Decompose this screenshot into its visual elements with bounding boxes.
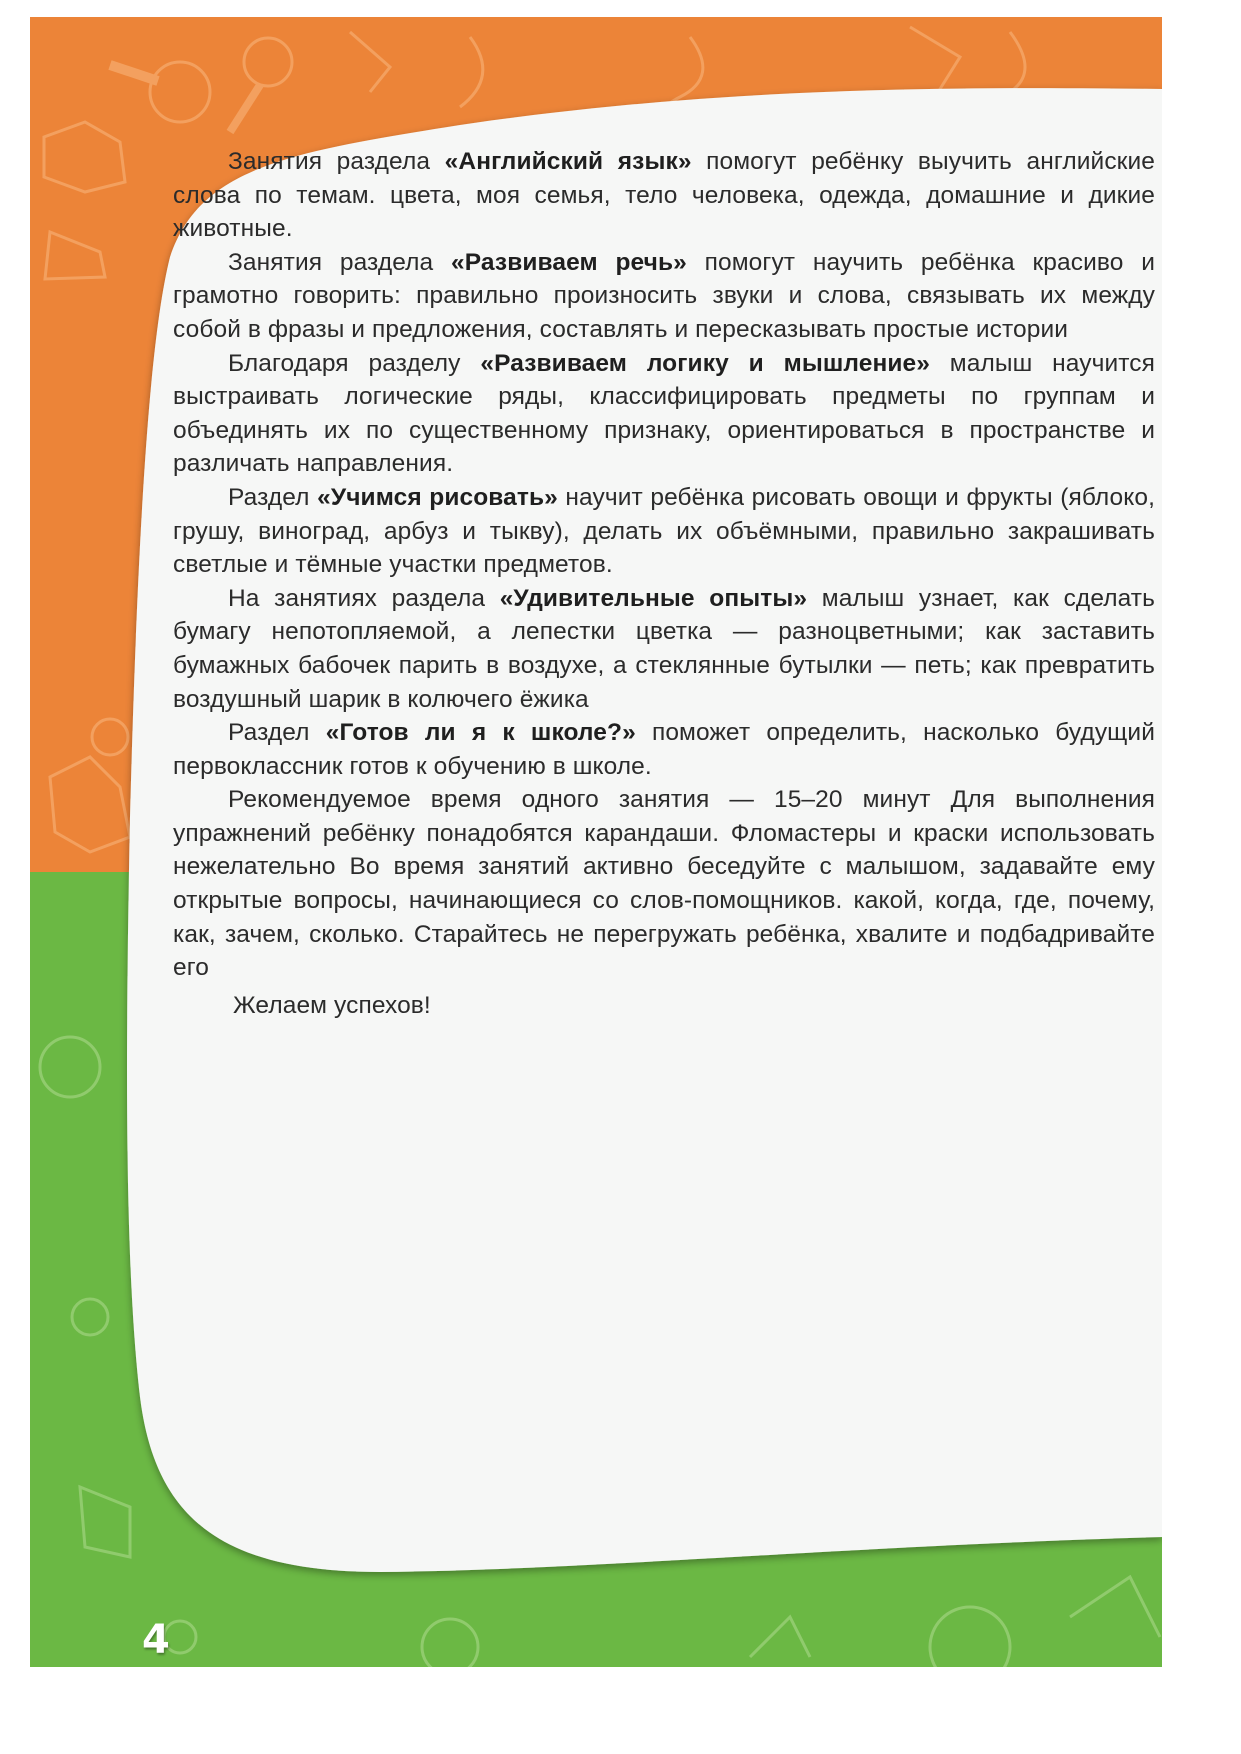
section-name-logic: «Развиваем логику и мышление»	[480, 349, 930, 377]
paragraph-recommendations: Рекомендуемое время одного занятия — 15–20 минут Для выполнения упражнений ребёнку понадобятся карандаши. Фломастеры и краски использовать нежелательно Во время занятий активно беседуйте с малышом, задавайте ему открытые вопросы, начинающиеся со слов-помощников. какой, когда, где, почему, как, зачем, сколько. Старайтесь не перегружать ребёнка, хвалите и подбадривайте его	[173, 786, 1155, 982]
paragraph-logic: Благодаря разделу «Развиваем логику и мышление» малыш научится выстраивать логические ряды, классифицировать предметы по группам и объединять их по существенному признаку, ориентироваться в пространстве и различать направления.	[173, 349, 1155, 478]
paragraph-experiments: На занятиях раздела «Удивительные опыты» малыш узнает, как сделать бумагу непотопляемой, а лепестки цветка — разноцветными; как заставить бумажных бабочек парить в воздухе, а стеклянные бутылки — петь; как превратить воздушный шарик в колючего ёжика	[173, 584, 1155, 713]
section-name-school-ready: «Готов ли я к школе?»	[325, 719, 636, 747]
section-name-drawing: «Учимся рисовать»	[317, 483, 558, 511]
paragraph-english: Занятия раздела «Английский язык» помогут ребёнку выучить английские слова по темам. цвета, моя семья, тело человека, одежда, домашние и дикие животные.	[173, 148, 1156, 243]
intro-text-block	[173, 145, 1155, 1022]
page-number: 4	[142, 1617, 170, 1663]
section-name-experiments: «Удивительные опыты»	[499, 584, 808, 612]
closing-wish: Желаем успехов!	[233, 991, 431, 1019]
paragraph-speech: Занятия раздела «Развиваем речь» помогут научить ребёнка красиво и грамотно говорить: правильно произносить звуки и слова, связывать их между собой в фразы и предложения, составлять и пересказывать простые истории	[173, 248, 1155, 343]
section-name-speech: «Развиваем речь»	[451, 248, 687, 276]
paragraph-drawing: Раздел «Учимся рисовать» научит ребёнка рисовать овощи и фрукты (яблоко, грушу, виноград, арбуз и тыкву), делать их объёмными, правильно закрашивать светлые и тёмные участки предметов.	[173, 483, 1156, 579]
paragraph-school-ready: Раздел «Готов ли я к школе?» поможет определить, насколько будущий первоклассник готов к обучению в школе.	[173, 719, 1155, 780]
section-name-english: «Английский язык»	[444, 148, 692, 175]
